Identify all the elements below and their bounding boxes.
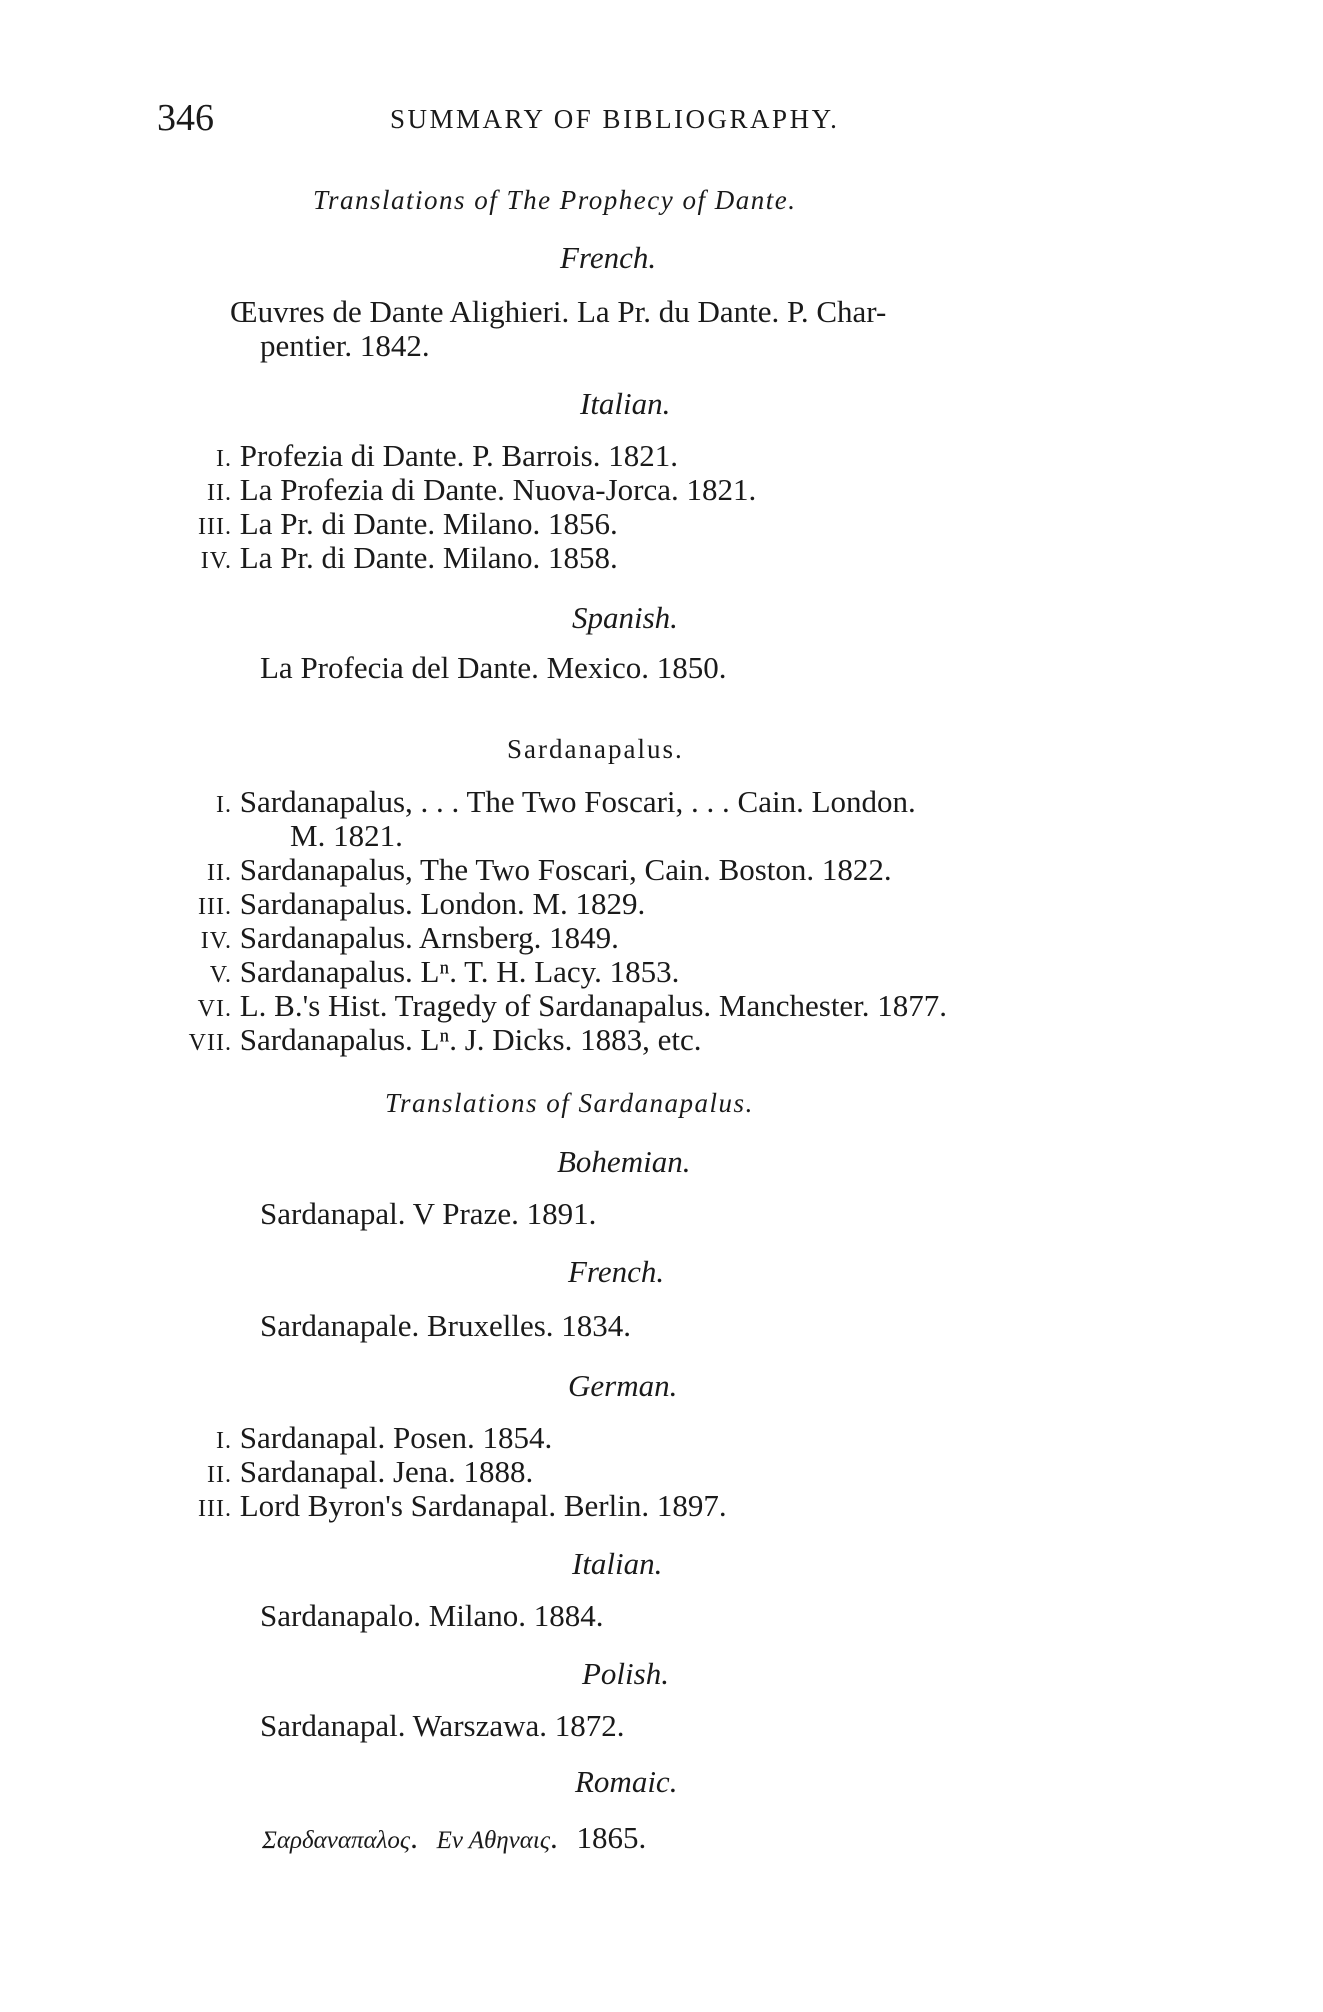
entry-year: 1865 [576, 1820, 639, 1855]
entry-number: VI. [197, 996, 232, 1022]
section-title-sardanapalus: Sardanapalus. [507, 734, 684, 764]
bibliography-entry [160, 954, 679, 990]
entry-number: I. [216, 792, 232, 818]
bibliography-entry [160, 540, 618, 576]
language-heading-bohemian: Bohemian. [557, 1144, 691, 1179]
bibliography-entry: Œuvres de Dante Alighieri. La Pr. du Dante. P. Char- [230, 294, 887, 329]
language-heading-romaic: Romaic. [575, 1764, 678, 1799]
greek-title: Σαρδαναπαλος [262, 1827, 411, 1854]
entry-text: Sardanapalus. London. M. 1829. [239, 886, 646, 921]
bibliography-entry: Sardanapale. Bruxelles. 1834. [260, 1308, 632, 1343]
entry-number: III. [198, 894, 232, 920]
entry-number: IV. [200, 928, 232, 954]
entry-text: L. B.'s Hist. Tragedy of Sardanapalus. Manchester. 1877. [239, 988, 948, 1023]
bibliography-entry-continuation: M. 1821. [290, 818, 403, 853]
entry-text: Sardanapalus, . . . The Two Foscari, . . . Cain. London. [239, 784, 916, 819]
language-heading-italian: Italian. [572, 1546, 663, 1581]
entry-number: I. [216, 446, 232, 472]
language-heading-french: French. [568, 1254, 665, 1289]
entry-number: VII. [188, 1030, 232, 1056]
language-heading-polish: Polish. [582, 1656, 669, 1691]
entry-text: Profezia di Dante. P. Barrois. 1821. [239, 438, 678, 473]
entry-number: III. [198, 514, 232, 540]
language-heading-italian: Italian. [580, 386, 671, 421]
bibliography-entry-continuation: pentier. 1842. [260, 328, 430, 363]
bibliography-entry [160, 1454, 533, 1490]
bibliography-entry [160, 438, 678, 474]
entry-number: III. [198, 1496, 232, 1522]
bibliography-entry [160, 886, 645, 922]
bibliography-entry: La Profecia del Dante. Mexico. 1850. [260, 650, 727, 685]
entry-text: La Pr. di Dante. Milano. 1858. [239, 540, 618, 575]
entry-number: I. [216, 1428, 232, 1454]
entry-text: La Pr. di Dante. Milano. 1856. [239, 506, 618, 541]
bibliography-entry: Sardanapal. Warszawa. 1872. [260, 1708, 625, 1743]
language-heading-spanish: Spanish. [572, 600, 678, 635]
entry-number: II. [207, 1462, 232, 1488]
running-title: SUMMARY OF BIBLIOGRAPHY. [390, 104, 840, 134]
entry-text: Sardanapalus. Lⁿ. J. Dicks. 1883, etc. [239, 1022, 702, 1057]
bibliography-entry [160, 1420, 552, 1456]
bibliography-entry: Sardanapalo. Milano. 1884. [260, 1598, 604, 1633]
entry-text: La Profezia di Dante. Nuova-Jorca. 1821. [239, 472, 757, 507]
bibliography-entry [160, 920, 619, 956]
entry-text: Sardanapalus. Lⁿ. T. H. Lacy. 1853. [239, 954, 680, 989]
bibliography-entry: Sardanapal. V Praze. 1891. [260, 1196, 597, 1231]
bibliography-entry [160, 988, 947, 1024]
bibliography-entry [160, 852, 892, 888]
entry-text: Lord Byron's Sardanapal. Berlin. 1897. [239, 1488, 727, 1523]
bibliography-entry [160, 784, 916, 820]
greek-place: Εν Αθηναις [436, 1827, 550, 1854]
bibliography-entry-greek: Σαρδαναπαλος. Εν Αθηναις. 1865. [262, 1820, 647, 1855]
entry-number: IV. [200, 548, 232, 574]
page-number: 346 [157, 97, 214, 139]
bibliography-entry [160, 506, 618, 542]
entry-number: V. [209, 962, 232, 988]
entry-text: Sardanapalus, The Two Foscari, Cain. Boston. 1822. [239, 852, 892, 887]
entry-text: Sardanapalus. Arnsberg. 1849. [239, 920, 619, 955]
entry-text: Sardanapal. Posen. 1854. [239, 1420, 553, 1455]
bibliography-entry [160, 1022, 702, 1058]
section-title-sardanapalus-translations: Translations of Sardanapalus. [385, 1088, 754, 1118]
bibliography-entry [160, 1488, 727, 1524]
bibliography-entry [160, 472, 756, 508]
entry-text: Sardanapal. Jena. 1888. [239, 1454, 534, 1489]
language-heading-german: German. [568, 1368, 678, 1403]
entry-number: II. [207, 860, 232, 886]
section-title-prophecy-translations: Translations of The Prophecy of Dante. [313, 185, 797, 215]
entry-number: II. [207, 480, 232, 506]
language-heading-french: French. [560, 240, 657, 275]
